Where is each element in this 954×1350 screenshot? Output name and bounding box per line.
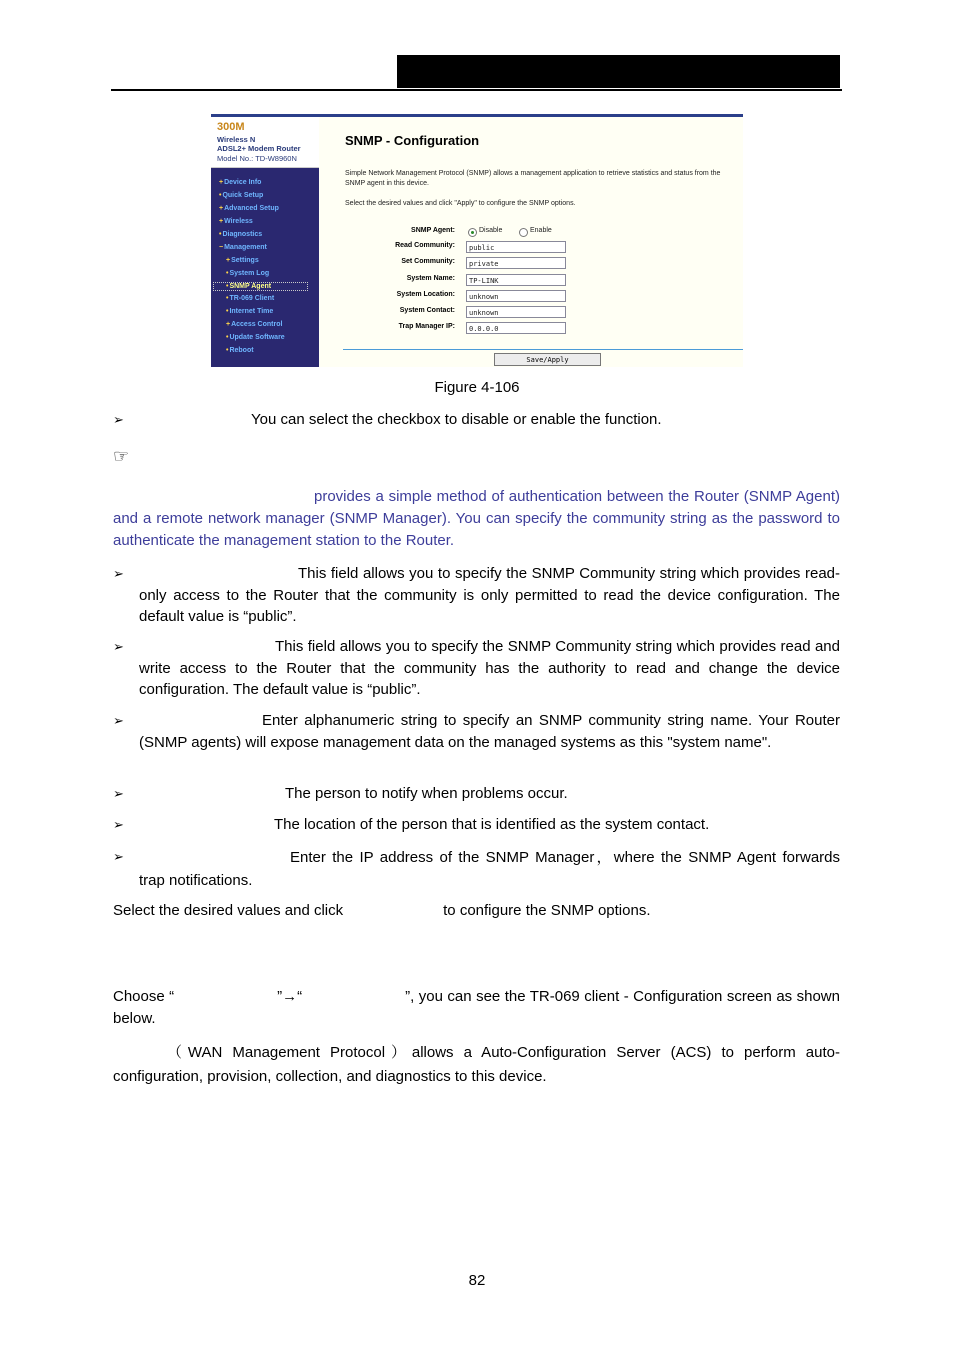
set-community-input[interactable]: private	[466, 257, 566, 269]
system-contact-description: The person to notify when problems occur.	[285, 785, 568, 802]
header-rule	[111, 89, 842, 91]
community-note: provides a simple method of authentication between the Router (SNMP Agent) and a remote network manager (SNMP Manager). You can specify the community string as the password to authenticate the management station to the Router.	[113, 488, 840, 549]
brand-model: Model No.: TD-W8960N	[217, 154, 297, 163]
bullet-marker: ➢	[113, 566, 124, 581]
read-community-label: Read Community:	[395, 242, 455, 249]
brand-wireless: Wireless N	[217, 135, 256, 144]
select-instruction: Select the desired values and click to configure the SNMP options.	[113, 902, 651, 919]
sidebar-item-tr069-client[interactable]: •TR-069 Client	[226, 295, 275, 302]
config-panel	[319, 117, 743, 367]
system-contact-input[interactable]: unknown	[466, 306, 566, 318]
sidebar-item-quick-setup[interactable]: •Quick Setup	[219, 192, 264, 199]
arrow-right-icon: →	[282, 988, 298, 1005]
brand-product: ADSL2+ Modem Router	[217, 144, 301, 153]
agent-enable-radio[interactable]	[519, 228, 528, 237]
sidebar	[211, 168, 319, 367]
trap-manager-ip-input[interactable]: 0.0.0.0	[466, 322, 566, 334]
router-screenshot	[211, 114, 743, 367]
bullet-marker: ➢	[113, 412, 124, 427]
sidebar-item-wireless[interactable]: +Wireless	[219, 218, 253, 225]
system-contact-label: System Contact:	[399, 307, 455, 314]
config-divider	[343, 349, 743, 350]
wan-protocol-description: （WAN Management Protocol）allows a Auto-Configuration Server (ACS) to perform auto-configuration, provision, collection, and diagnostics to this device.	[113, 1044, 840, 1085]
save-apply-button[interactable]: Save/Apply	[494, 353, 601, 366]
trap-manager-description: Enter the IP address of the SNMP Manager，where the SNMP Agent forwards trap notifications.	[139, 849, 840, 889]
system-name-label: System Name:	[406, 275, 455, 282]
sidebar-item-system-log[interactable]: •System Log	[226, 270, 270, 277]
config-description: Simple Network Management Protocol (SNMP) allows a management application to retrieve statistics and status from the SNMP agent in this device.	[345, 170, 721, 187]
choose-instruction: Choose “ ”→“ ”, you can see the TR-069 client - Configuration screen as shown below.	[113, 988, 840, 1027]
bullet-marker: ➢	[113, 713, 124, 728]
sidebar-item-access-control[interactable]: +Access Control	[226, 321, 283, 328]
sidebar-item-update-software[interactable]: •Update Software	[226, 334, 285, 341]
system-location-input[interactable]: unknown	[466, 290, 566, 302]
system-name-description: Enter alphanumeric string to specify an SNMP community string name. Your Router (SNMP agents) will expose management data on the managed systems as this "system name".	[139, 712, 840, 751]
sidebar-item-internet-time[interactable]: •Internet Time	[226, 308, 274, 315]
set-community-label: Set Community:	[401, 258, 455, 265]
agent-disable-label: Disable	[479, 227, 503, 234]
snmp-agent-description: You can select the checkbox to disable or enable the function.	[251, 411, 662, 428]
sidebar-item-device-info[interactable]: +Device Info	[219, 179, 262, 186]
note-hand-icon: ☞	[113, 446, 130, 466]
page-number: 82	[468, 1272, 486, 1289]
bullet-marker: ➢	[113, 817, 124, 832]
agent-disable-radio[interactable]	[468, 228, 477, 237]
read-community-input[interactable]: public	[466, 241, 566, 253]
snmp-agent-label: SNMP Agent:	[411, 227, 455, 234]
sidebar-item-settings[interactable]: +Settings	[226, 257, 259, 264]
bullet-marker: ➢	[113, 639, 124, 654]
read-community-description: This field allows you to specify the SNMP Community string which provides read-only access to the Router that the community is only permitted to read the device configuration. The default value is “public”.	[139, 565, 840, 625]
sidebar-item-snmp-agent[interactable]: •SNMP Agent	[213, 282, 308, 291]
sidebar-item-advanced-setup[interactable]: +Advanced Setup	[219, 205, 279, 212]
brand-speed: 300M	[217, 121, 245, 133]
system-location-label: System Location:	[396, 291, 455, 298]
figure-caption: Figure 4-106	[434, 379, 520, 396]
header-bar	[397, 55, 840, 88]
config-instruction: Select the desired values and click "Apply" to configure the SNMP options.	[345, 200, 576, 207]
trap-manager-ip-label: Trap Manager IP:	[398, 323, 455, 330]
sidebar-item-management[interactable]: −Management	[219, 244, 267, 251]
set-community-description: This field allows you to specify the SNMP Community string which provides read and write access to the Router that the community has the authority to read and change the device configuration. The default value is “public”.	[139, 638, 840, 698]
bullet-marker: ➢	[113, 849, 124, 864]
sidebar-item-diagnostics[interactable]: •Diagnostics	[219, 231, 263, 238]
sidebar-item-reboot[interactable]: •Reboot	[226, 347, 254, 354]
agent-enable-label: Enable	[530, 227, 552, 234]
config-title: SNMP - Configuration	[345, 133, 480, 148]
system-name-input[interactable]: TP-LINK	[466, 274, 566, 286]
bullet-marker: ➢	[113, 786, 124, 801]
brand-panel	[211, 117, 319, 168]
system-location-description: The location of the person that is identified as the system contact.	[274, 816, 710, 833]
